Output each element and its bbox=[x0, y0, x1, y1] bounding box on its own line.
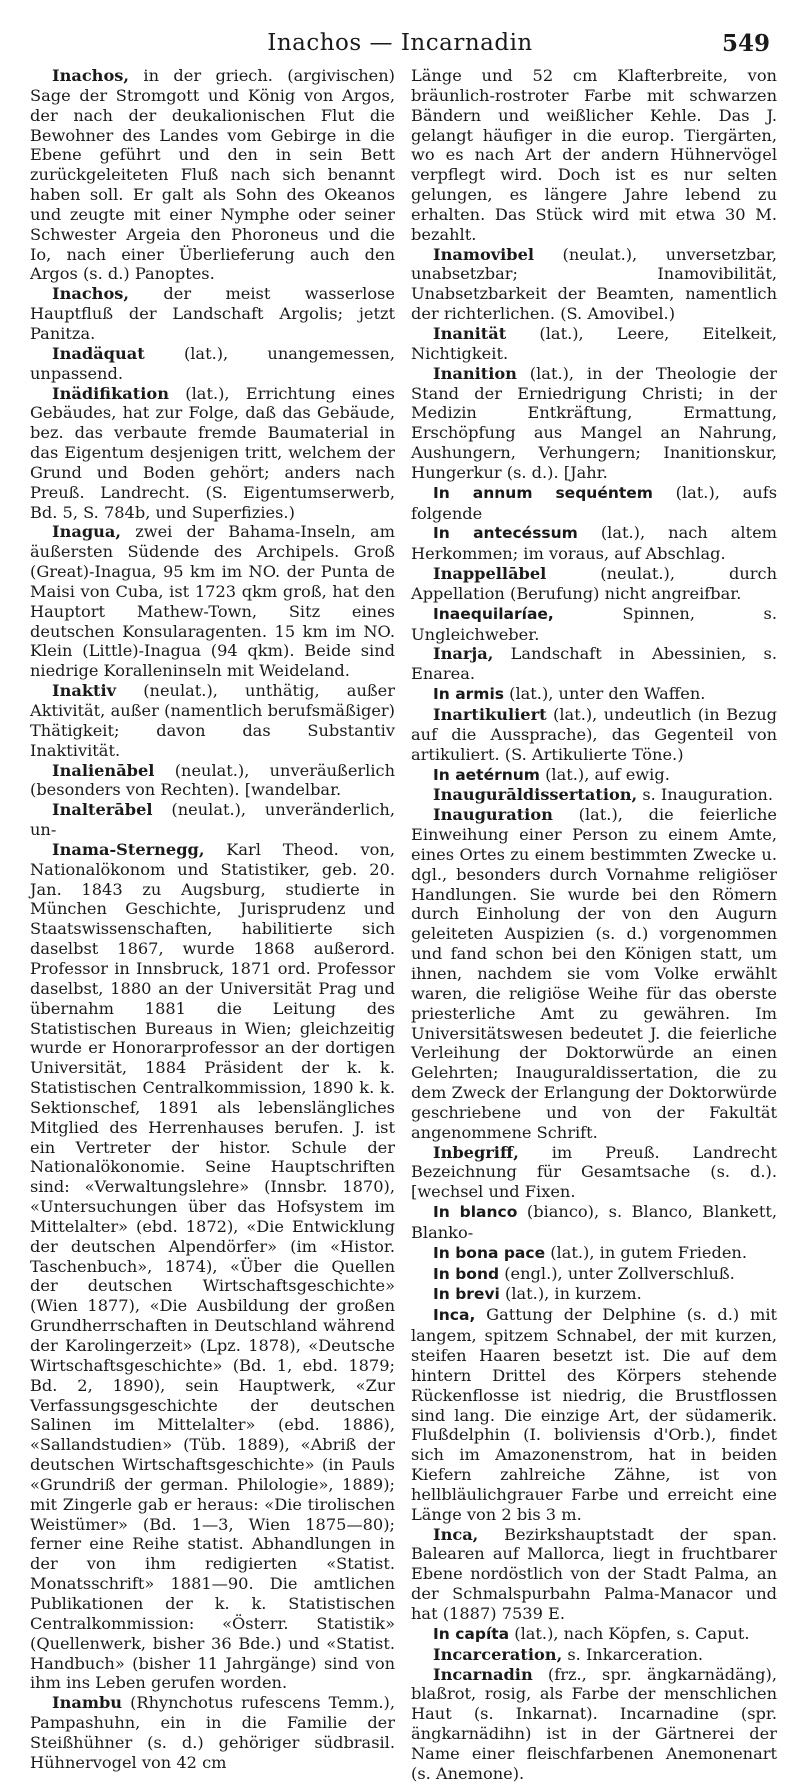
entry-text: s. Inauguration. bbox=[637, 785, 773, 805]
headword: In armis bbox=[433, 685, 504, 704]
entry-text: (lat.), unter den Waffen. bbox=[504, 684, 706, 704]
page-header bbox=[0, 22, 800, 62]
headword: Inachos, bbox=[52, 66, 130, 85]
entry-text: (lat.), Errichtung eines Gebäudes, hat zur Folge, daß das Gebäude, bez. das verbaute fremde Baumaterial in das Eigentum desjenigen tritt, welchem der Grund und Boden gehört; anders nach Preuß. Landrecht. (S. Eigentumserwerb, Bd. 5, S. 784b, und Superfizies.) bbox=[30, 383, 395, 522]
entry-text: der meist wasserlose Hauptfluß der Landschaft Argolis; jetzt Panitza. bbox=[30, 284, 395, 343]
entry bbox=[411, 1645, 777, 1665]
headword: Inamovibel bbox=[433, 244, 535, 264]
entry-text: (lat.), unangemessen, unpassend. bbox=[30, 343, 395, 383]
entry bbox=[30, 66, 395, 284]
entry-text: (bianco), s. Blanco, Blankett, Blanko- bbox=[411, 1202, 777, 1242]
entry bbox=[411, 324, 777, 364]
headword: Inauguration bbox=[433, 805, 553, 825]
headword: Inagua, bbox=[52, 522, 122, 542]
entry-text: Gattung der Delphine (s. d.) mit langem, spitzem Schnabel, der mit kurzen, steifen Haaren besetzt ist. Die auf dem hintern Drittel des Körpers stehende Rückenflosse ist niedrig, die Brustflossen sind lang. Die einzige Art, der südamerik. Flußdelphin (I. boliviensis d'Orb.), findet sich im Amazonenstrom, hat in beiden Kiefern zahlreiche Zähne, ist von hellbläulichgrauer Farbe und erreicht eine Länge von 2 bis 3 m. bbox=[411, 1305, 777, 1524]
headword: Inca, bbox=[433, 1524, 479, 1544]
entry-text: (neulat.), unveränderlich, un- bbox=[30, 800, 395, 840]
headword: In capíta bbox=[433, 1624, 510, 1643]
entry bbox=[411, 684, 777, 705]
entry-text: (lat.), aufs folgende bbox=[411, 482, 777, 523]
entry bbox=[30, 800, 395, 840]
entry-text: (lat.), nach altem Herkommen; im voraus, auf Abschlag. bbox=[411, 523, 778, 564]
headword: Incarnadin bbox=[433, 1664, 533, 1684]
headword: In annum sequéntem bbox=[433, 483, 653, 502]
entry bbox=[411, 785, 777, 805]
entry bbox=[411, 1284, 777, 1305]
entry bbox=[30, 384, 395, 523]
entry-text: Landschaft in Abessinien, s. Enarea. bbox=[411, 644, 777, 684]
entry-text: s. Inkarceration. bbox=[562, 1644, 704, 1664]
headword: In aetérnum bbox=[433, 765, 540, 784]
entry bbox=[411, 364, 777, 483]
entry-text: (neulat.), unversetzbar, unabsetzbar; Inamovibilität, Unabsetzbarkeit der Beamten, namentlich der richterlichen. (S. Amovibel.) bbox=[411, 244, 777, 324]
headword: Inalienābel bbox=[52, 760, 155, 780]
headword: Inalterābel bbox=[52, 800, 153, 820]
headword: In blanco bbox=[433, 1203, 518, 1222]
headword: Inama-Sternegg, bbox=[52, 839, 205, 859]
entry bbox=[411, 1202, 777, 1243]
entry-text: (neulat.), durch Appellation (Berufung) nicht angreifbar. bbox=[411, 564, 777, 603]
entry bbox=[411, 1525, 777, 1624]
headword: Inaugurāldissertation, bbox=[433, 785, 638, 805]
entry bbox=[411, 1624, 777, 1645]
entry-text: Spinnen, s. Ungleichweber. bbox=[411, 603, 777, 644]
entry-text: zwei der Bahama-Inseln, am äußersten Südende des Archipels. Groß (Great)-Inagua, 95 km im NO. der Punta de Maisi von Cuba, ist 1723 qkm groß, hat den Hauptort Mathew-Town, Sitz eines deutschen Konsularagenten. 15 km im NO. Klein (Little)-Inagua (94 qkm). Beide sind niedrige Koralleninseln mit Weideland. bbox=[30, 522, 395, 681]
entry-text: (lat.), in der Theologie der Stand der Erniedrigung Christi; in der Medizin Entkräftung, Ermattung, Erschöpfung aus Mangel an Nahrung, Aushungern, Verhungern; Inanitionskur, Hungerkur (s. d.). [Jahr. bbox=[411, 363, 777, 482]
entry bbox=[411, 644, 777, 684]
entry bbox=[411, 1264, 777, 1285]
entry-text: (lat.), in kurzem. bbox=[499, 1284, 642, 1304]
headword: In brevi bbox=[433, 1285, 500, 1304]
entry-text: Bezirkshauptstadt der span. Balearen auf Mallorca, liegt in fruchtbarer Ebene nordöstlich von der Stadt Palma, an der Schmalspurbahn Palma-Manacor und hat (1887) 7539 E. bbox=[411, 1524, 777, 1623]
headword: Inachos, bbox=[52, 284, 130, 304]
headword: Inädifikation bbox=[52, 383, 169, 403]
entry bbox=[411, 604, 777, 645]
headword: Inanität bbox=[433, 323, 507, 343]
entry bbox=[411, 1143, 777, 1203]
headword: Inadäquat bbox=[52, 343, 145, 363]
entry-text: in der griech. (argivischen) Sage der Stromgott und König von Argos, der nach der deukalionischen Flut die Bewohner des Landes vom Gebirge in die Ebene geführt und den in sein Bett zurückgeleiteten Fluß nach sich benannt haben soll. Er galt als Sohn des Okeanos und zeugte mit einer Nymphe oder seiner Schwester Argeia den Phoroneus und die Io, nach einer Überlieferung auch den Argos (s. d.) Panoptes. bbox=[30, 66, 395, 284]
entry-text: (lat.), die feierliche Einweihung einer Person zu einem Amte, eines Ortes zu einem bestimmten Zwecke u. dgl., besonders durch Vornahme religiöser Handlungen. Sie wurde bei den Römern durch Einholung der von den Augurn geleiteten Auspizien (s. d.) vorgenommen und fand schon bei den Königen statt, um ihnen, nachdem sie vom Volke erwählt waren, die religiöse Weihe für das oberste priesterliche Amt zu gewähren. Im Universitätswesen bedeutet J. die feierliche Verleihung der Doktorwürde an einen Gelehrten; Inauguraldissertation, die zu dem Zweck der Erlangung der Doktorwürde geschriebene und von der Fakultät angenommene Schrift. bbox=[411, 805, 777, 1142]
entry-text: (lat.), nach Köpfen, s. Caput. bbox=[509, 1623, 750, 1643]
entry bbox=[411, 765, 777, 786]
entry-text: im Preuß. Landrecht Bezeichnung für Gesamtsache (s. d.). [wechsel und Fixen. bbox=[411, 1142, 777, 1202]
entry bbox=[30, 1693, 395, 1772]
headword: Inarja, bbox=[433, 644, 494, 664]
page-number: 549 bbox=[721, 30, 770, 57]
headword: Inaktiv bbox=[52, 681, 117, 701]
entry bbox=[30, 681, 395, 760]
entry bbox=[30, 284, 395, 344]
headword: In antecéssum bbox=[433, 524, 578, 543]
entry-text: Karl Theod. von, Nationalökonom und Statistiker, geb. 20. Jan. 1843 zu Augsburg, studierte in München Geschichte, Jurisprudenz und Staatswissenschaften, habilitierte sich daselbst 1867, wurde 1868 außerord. Professor in Innsbruck, 1871 ord. Professor daselbst, 1880 an der Universität Prag und übernahm 1881 die Leitung des Statistischen Bureaus in Wien; gleichzeitig wurde er Honorarprofessor an der dortigen Universität, 1884 Präsident der k. k. Statistischen Centralkommission, 1890 k. k. Sektionschef, 1891 als lebenslängliches Mitglied des Herrenhauses berufen. J. ist ein Vertreter der histor. Schule der Nationalökonomie. Seine Hauptschriften sind: «Verwaltungslehre» (Innsbr. 1870), «Untersuchungen über das Hofsystem im Mittelalter» (ebd. 1872), «Die Entwicklung der deutschen Alpendörfer» (im «Histor. Taschenbuch», 1874), «Über die Quellen der deutschen Wirtschaftsgeschichte» (Wien 1877), «Die Ausbildung der großen Grundherrschaften in Deutschland während der Karolingerzeit» (Lpz. 1878), «Deutsche Wirtschaftsgeschichte» (Bd. 1, ebd. 1879; Bd. 2, 1890), sein Hauptwerk, «Zur Verfassungsgeschichte der deutschen Salinen im Mittelalter» (ebd. 1886), «Sallandstudien» (Tüb. 1889), «Abriß der deutschen Wirtschaftsgeschichte» (in Pauls «Grundriß der german. Philologie», 1889); mit Zingerle gab er heraus: «Die tirolischen Weistümer» (Bd. 1—3, Wien 1875—80); ferner eine Reihe statist. Abhandlungen in der von ihm redigierten «Statist. Monatsschrift» 1881—90. Die amtlichen Publikationen der k. k. Statistischen Centralkommission: «Österr. Statistik» (Quellenwerk, bisher 36 Bde.) und «Statist. Handbuch» (bisher 11 Jahrgänge) sind von ihm ins Leben gerufen worden. bbox=[30, 839, 395, 1693]
entry bbox=[411, 1305, 777, 1524]
entry bbox=[30, 840, 395, 1693]
entry-text: (lat.), auf ewig. bbox=[539, 764, 670, 784]
entry bbox=[411, 705, 777, 765]
entry-text: (lat.), in gutem Frieden. bbox=[545, 1242, 747, 1262]
entry-text: (neulat.), unveräußerlich (besonders von Rechten). [wandelbar. bbox=[30, 760, 395, 800]
headword: Inambu bbox=[52, 1693, 123, 1713]
entry-text: (neulat.), unthätig, außer Aktivität, außer (namentlich berufsmäßiger) Thätigkeit; davon das Substantiv Inaktivität. bbox=[30, 681, 395, 760]
entry bbox=[30, 344, 395, 384]
entry-continuation bbox=[411, 66, 777, 245]
headword: In bona pace bbox=[433, 1243, 546, 1262]
running-title: Inachos — Incarnadin bbox=[267, 30, 533, 56]
entry-text: (lat.), Leere, Eitelkeit, Nichtigkeit. bbox=[411, 323, 777, 363]
right-column bbox=[411, 66, 777, 1784]
headword: Inappellābel bbox=[433, 564, 547, 584]
headword: Inbegriff, bbox=[433, 1142, 519, 1162]
entry bbox=[411, 1243, 777, 1264]
headword: Inartikuliert bbox=[433, 705, 547, 724]
entry-text: (Rhynchotus rufescens Temm.), Pampashuhn, ein in die Familie der Steißhühner (s. d.) gehöriger südbrasil. Hühnervogel von 42 cm bbox=[30, 1693, 395, 1772]
entry-text: (engl.), unter Zollverschluß. bbox=[499, 1263, 735, 1283]
headword: Inanition bbox=[433, 363, 517, 383]
entry bbox=[30, 522, 395, 681]
entry bbox=[411, 245, 777, 324]
headword: Incarceration, bbox=[433, 1644, 563, 1664]
entry bbox=[30, 761, 395, 801]
entry bbox=[411, 523, 777, 564]
headword: In bond bbox=[433, 1264, 500, 1283]
left-column bbox=[30, 66, 395, 1773]
entry-text: Länge und 52 cm Klafterbreite, von bräunlich-rostroter Farbe mit schwarzen Bändern und weißlicher Kehle. Das J. gelangt häufiger in die europ. Tiergärten, wo es nach Art der andern Hühnervögel verpflegt wird. Doch ist es nur selten gelungen, es längere Jahre lebend zu erhalten. Das Stück wird mit etwa 30 M. bezahlt. bbox=[411, 66, 777, 244]
headword: Inaequilaríae, bbox=[433, 604, 554, 623]
headword: Inca, bbox=[433, 1306, 476, 1325]
entry bbox=[411, 1665, 777, 1784]
entry-text: (lat.), undeutlich (in Bezug auf die Aussprache), das Gegenteil von artikuliert. (S. Artikulierte Töne.) bbox=[411, 705, 777, 764]
entry bbox=[411, 564, 777, 604]
entry-text: (frz., spr. ängkarnädäng), blaßrot, rosig, als Farbe der menschlichen Haut (s. Inkarnat). Incarnadine (spr. ängkarnädihn) ist in der Gärtnerei der Name einer fleischfarbenen Anemonenart (s. Anemone). bbox=[411, 1664, 777, 1783]
entry bbox=[411, 483, 777, 524]
entry bbox=[411, 805, 777, 1142]
